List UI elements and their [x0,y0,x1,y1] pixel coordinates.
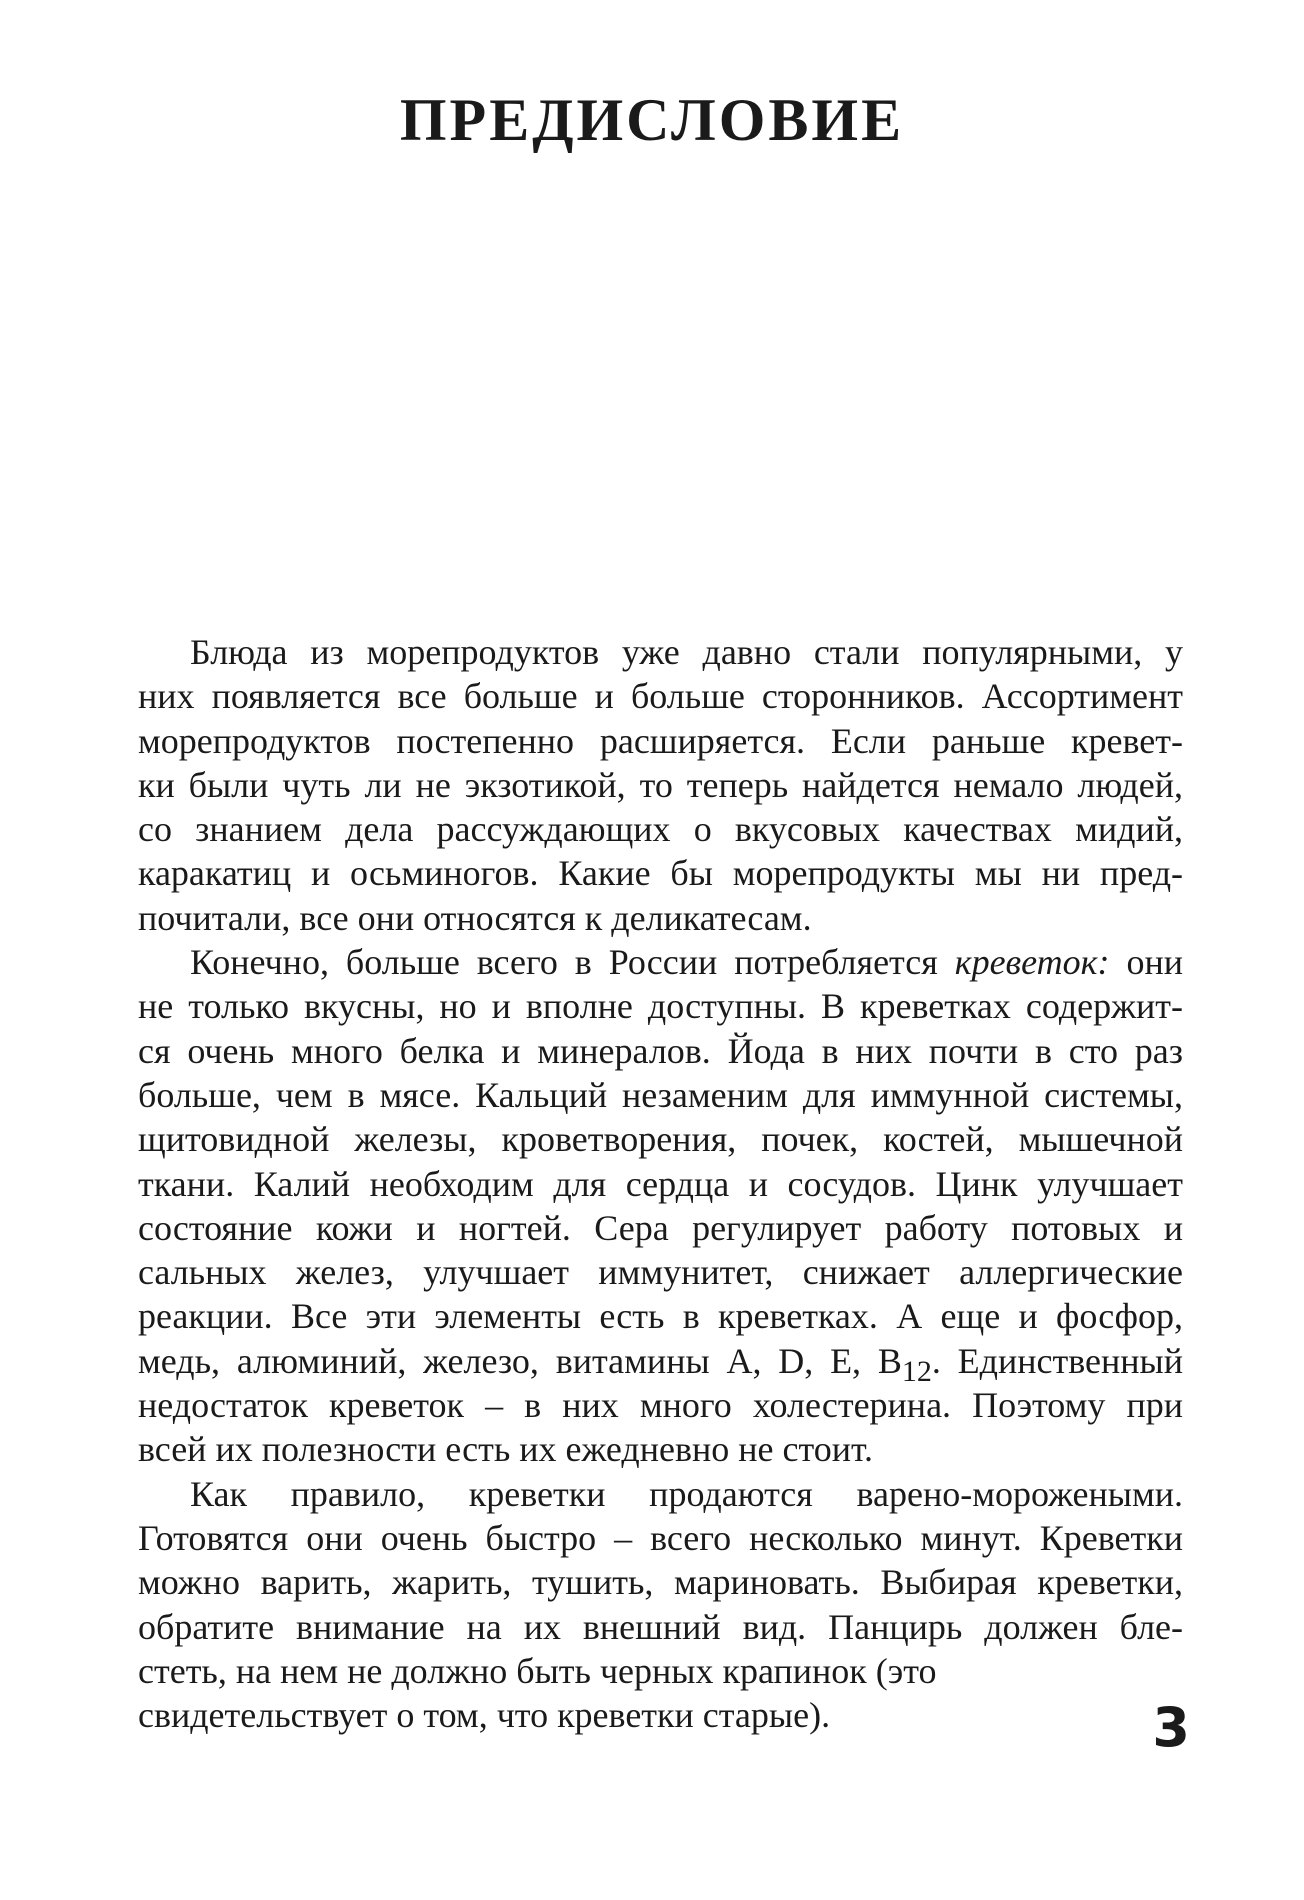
text-line [138,763,1183,807]
text-segment: Конечно, больше всего в России потребляется [190,942,955,983]
text-segment: них появляется все больше и больше сторонников. Ассортимент [138,676,1183,717]
text-segment: сальных желез, улучшает иммунитет, снижает аллергические [138,1252,1183,1293]
text-segment: Как правило, креветки продаются варено-морожеными. [190,1473,1183,1514]
text-segment: больше, чем в мясе. Кальций незаменим для иммунной системы, [138,1074,1183,1115]
text-line [138,851,1183,895]
text-line [138,1472,1183,1516]
text-segment: состояние кожи и ногтей. Сера регулирует работу потовых и [138,1207,1183,1248]
text-segment: Блюда из морепродуктов уже давно стали популярными, у [190,632,1183,672]
subscript: 12 [901,1354,932,1388]
text-line [138,1073,1183,1117]
text-line [138,1117,1183,1161]
text-segment: они [1109,942,1184,983]
page-title: ПРЕДИСЛОВИЕ [399,87,905,153]
text-segment: свидетельствует о том, что креветки старые). [138,1695,831,1736]
text-segment: морепродуктов постепенно расширяется. Если раньше кревет- [138,720,1183,761]
text-line [138,1250,1183,1294]
text-line [138,807,1183,851]
text-line [138,1162,1183,1206]
text-line [138,1029,1183,1073]
text-line [138,896,1183,940]
text-line [138,1516,1183,1560]
text-segment: можно варить, жарить, тушить, мариновать. Выбирая креветки, [138,1562,1183,1603]
text-segment: почитали, все они относятся к деликатесам. [138,897,812,938]
text-line [138,1206,1183,1250]
body-text [138,630,1183,1737]
text-line [138,719,1183,763]
text-segment: реакции. Все эти элементы есть в креветках. А еще и фосфор, [138,1296,1183,1337]
text-segment: каракатиц и осьминогов. Какие бы морепродукты мы ни пред- [138,853,1183,894]
italic-term: креветок: [954,942,1110,983]
text-segment: стеть, на нем не должно быть черных крапинок (это [138,1650,937,1691]
text-segment: всей их полезности есть их ежедневно не стоит. [138,1429,873,1470]
text-segment: ки были чуть ли не экзотикой, то теперь найдется немало людей, [138,764,1183,805]
page-number: 3 [1152,1696,1190,1759]
text-line [138,1294,1183,1338]
text-line [138,940,1183,984]
text-segment: ткани. Калий необходим для сердца и сосудов. Цинк улучшает [138,1163,1183,1204]
text-segment: со знанием дела рассуждающих о вкусовых качествах мидий, [138,809,1183,850]
text-line [138,1605,1183,1649]
text-segment: Готовятся они очень быстро – всего несколько минут. Креветки [138,1517,1183,1558]
text-segment: медь, алюминий, железо, витамины A, D, E, B [138,1340,902,1381]
text-line [138,1339,1183,1388]
text-segment: не только вкусны, но и вполне доступны. В креветках содержит- [138,986,1183,1027]
text-line [138,1693,1183,1737]
text-line [138,630,1183,674]
text-line [138,1560,1183,1604]
text-segment: обратите внимание на их внешний вид. Панцирь должен бле- [138,1606,1183,1647]
text-segment: недостаток креветок – в них много холестерина. Поэтому при [138,1385,1183,1426]
text-line [138,1427,1183,1471]
text-line [138,1383,1183,1427]
text-segment: щитовидной железы, кроветворения, почек, костей, мышечной [138,1119,1183,1160]
text-line [138,674,1183,718]
text-segment: ся очень много белка и минералов. Йода в них почти в сто раз [138,1030,1183,1071]
text-line [138,984,1183,1028]
text-line [138,1649,1183,1693]
text-segment: . Единственный [931,1340,1183,1381]
